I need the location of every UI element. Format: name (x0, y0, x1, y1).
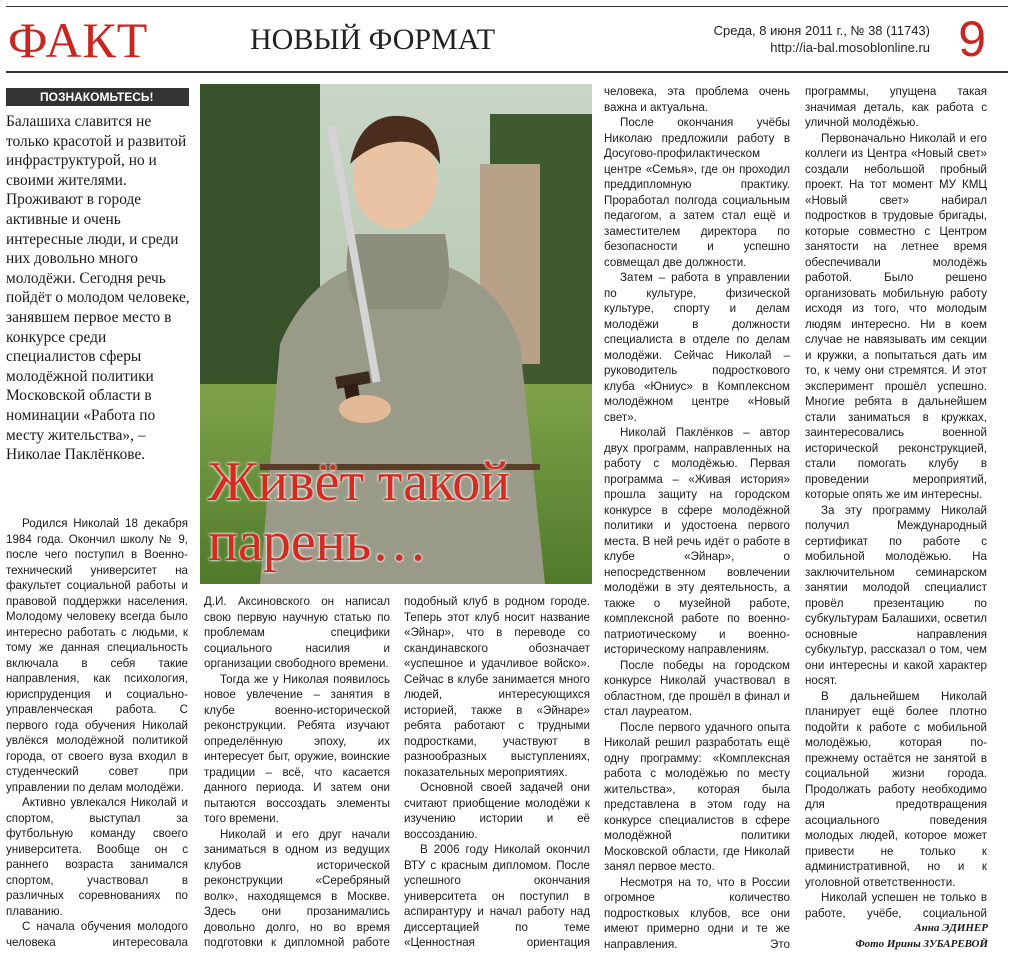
site-url[interactable]: http://ia-bal.mosoblonline.ru (770, 40, 930, 55)
issue-info (714, 22, 930, 56)
paragraph: Николай успешен не только в работе, учёбе, социальной (805, 891, 987, 920)
paragraph: Николай и его друг начали заниматься в одном из ведущих клубов исторической реконструкции «Серебряный волк», находящемся в Москве. Здесь они прозанимались довольно долго, но во время подготовки к дипломной работе (204, 827, 390, 949)
headline-line-2: парень… (208, 511, 428, 573)
text-column-3 (404, 594, 590, 952)
header-rule (6, 71, 1008, 73)
paragraph: После победы на городском конкурсе Николай участвовал в областном, где прошёл в финал и стал лауреатом. (604, 658, 790, 718)
text-column-1 (6, 516, 188, 952)
paragraph: После окончания учёбы Николаю предложили работу в Досугово-профилактическом центре «Семья», где он проходил преддипломную практику. Проработал полгода социальным педагогом, а затем стал ещё и заместителем директора по безопасности и успешно совмещал две должности. (604, 116, 790, 269)
article-headline (208, 452, 598, 572)
paragraph: программы, упущена такая значимая деталь, как работа с уличной молодёжью. (805, 85, 987, 129)
paragraph: Николай Паклёнков – автор двух программ, направленных на работу с молодёжью. Первая программа – «Живая история» прошла защиту на городском конкурсе в сфере молодёжной политики и удостоена первого места. В ней речь идёт о работе в клубе «Эйнар», о непосредственном вовлечении молодёжи в эту деятельность, а также о музейной работе, комплексной работе по военно-патриотическому и военно-историческому направлениям. (604, 426, 790, 656)
text-column-2 (204, 594, 390, 952)
headline-line-1: Живёт такой (208, 451, 511, 513)
masthead (0, 0, 1014, 72)
paragraph: Тогда же у Николая появилось новое увлечение – занятия в клубе военно-исторической реконструкции. Ребята изучают определённую эпоху, их интересует быт, оружие, воинские традиции – всё, что касается данного периода. И затем они пытаются воссоздать элементы того времени. (204, 672, 390, 825)
issue-date: Среда, 8 июня 2011 г., № 38 (11743) (713, 23, 930, 38)
section-title: НОВЫЙ ФОРМАТ (250, 23, 496, 56)
paragraph: В дальнейшем Николай планирует ещё более плотно подойти к работе с мобильной молодёжью, которая по-прежнему остаётся не занятой в социальной жизни города. Продолжать работу необходимо для предотвращения асоциального поведения молодых людей, которое может привести не только к административной, но и к уголовной ответственности. (805, 689, 987, 889)
paragraph: В 2006 году Николай окончил ВТУ с красным дипломом. После успешного окончания университета он поступил в аспирантуру и начал работу над диссертацией по теме «Ценностная ориентация (404, 843, 590, 949)
byline (855, 920, 988, 952)
text-column-5 (805, 84, 987, 920)
rubric-label: ПОЗНАКОМЬТЕСЬ! (40, 90, 154, 104)
author-name: Анна ЭДИНЕР (914, 922, 988, 934)
paragraph: С начала обучения молодого человека интересовала (6, 920, 188, 949)
lead-paragraph: Балашиха славится не только красотой и развитой инфраструктурой, но и своими жителями. Проживают в городе активные и очень интересные люди, и среди них довольно много молодёжи. Сегодня речь пойдёт о молодом человеке, занявшем первое место в конкурсе среди специалистов сферы молодёжной политики Московской области в номинации «Работа по месту жительства», – Николае Паклёнкове. (6, 113, 190, 464)
paragraph: подобный клуб в родном городе. Теперь этот клуб носит название «Эйнар», что в переводе со скандинавского обозначает «успешное и удачливое войско». Сейчас в клубе занимается много людей, интересующихся историей, также в «Эйнаре» ребята работают с трудными подростками, участвуют в разнообразных выступлениях, показательных мероприятиях. (404, 595, 590, 779)
paragraph: После первого удачного опыта Николай решил разработать ещё одну программу: «Комплексная работа с молодёжью по месту жительства», которая была представлена в этом году на конкурсе специалистов в сфере молодёжной политики Московской области, где Николай занял первое место. (604, 720, 790, 873)
text-column-4 (604, 84, 790, 952)
paragraph: Затем – работа в управлении по культуре, физической культуре, спорту и делам молодёжи в должности специалиста в отделе по делам молодёжи. Сейчас Николай – руководитель подросткового клуба «Юниус» в Комплексном молодёжном центре «Новый свет». (604, 271, 790, 424)
newspaper-logo: ФАКТ (8, 12, 149, 68)
paragraph: Первоначально Николай и его коллеги из Центра «Новый свет» создали небольшой пробный проект. На тот момент МУ КМЦ «Новый свет» набирал подростков в трудовые бригады, которые совместно с Центром занятости на летнее время обеспечивали молодёжь работой. Было решено организовать мобильную работу исходя из того, что молодым людям интересно. Ни в коем случае не навязывать им секции и кружки, а попытаться дать им то, к чему они стремятся. И этот эксперимент прошёл успешно. Многие ребята в дальнейшем стали заниматься в кружках, заинтересовались военной исторической реконструкцией, стали помогать клубу в проведении мероприятий, которые опять же им интересны. (805, 131, 987, 501)
top-rule (6, 6, 1008, 7)
page-number: 9 (958, 11, 986, 67)
paragraph: Д.И. Аксиновского он написал свою первую научную статью по проблемам специфики социального насилия и организации свободного времени. (204, 595, 390, 670)
paragraph: За эту программу Николай получил Международный сертификат по работе с мобильной молодёжью. На заключительном семинарском занятии молодой специалист провёл презентацию по субкультурам Балашихи, осветил основные направления субкультур, рассказал о том, чем они интересны и какой характер носят. (805, 503, 987, 687)
paragraph: Родился Николай 18 декабря 1984 года. Окончил школу № 9, после чего поступил в Военно-технический университет на факультет социальной работы и правовой поддержки населения. Молодому человеку всегда было интересно работать с людьми, к тому же данная специальность включала в себя такие направления, как психология, юриспруденция и социально-управленческая работа. С первого года обучения Николай увлёкся молодёжной политикой города, от своего вуза входил в студенческий совет при управлении по делам молодёжи. (6, 517, 188, 794)
photo-credit: Фото Ирины ЗУБАРЕВОЙ (855, 938, 988, 950)
paragraph: человека, эта проблема очень важна и актуальна. (604, 85, 790, 114)
paragraph: Несмотря на то, что в России огромное количество подростковых клубов, все они имеют примерно одни и те же направления. Это (604, 875, 790, 951)
rubric-bar (6, 88, 189, 106)
paragraph: Основной своей задачей они считают приобщение молодёжи к изучению истории и её воссозданию. (404, 781, 590, 841)
paragraph: Активно увлекался Николай и спортом, выступал за футбольную команду своего университета. Вообще он с раннего возраста занимался спортом, участвовал в различных соревнованиях по плаванию. (6, 796, 188, 918)
